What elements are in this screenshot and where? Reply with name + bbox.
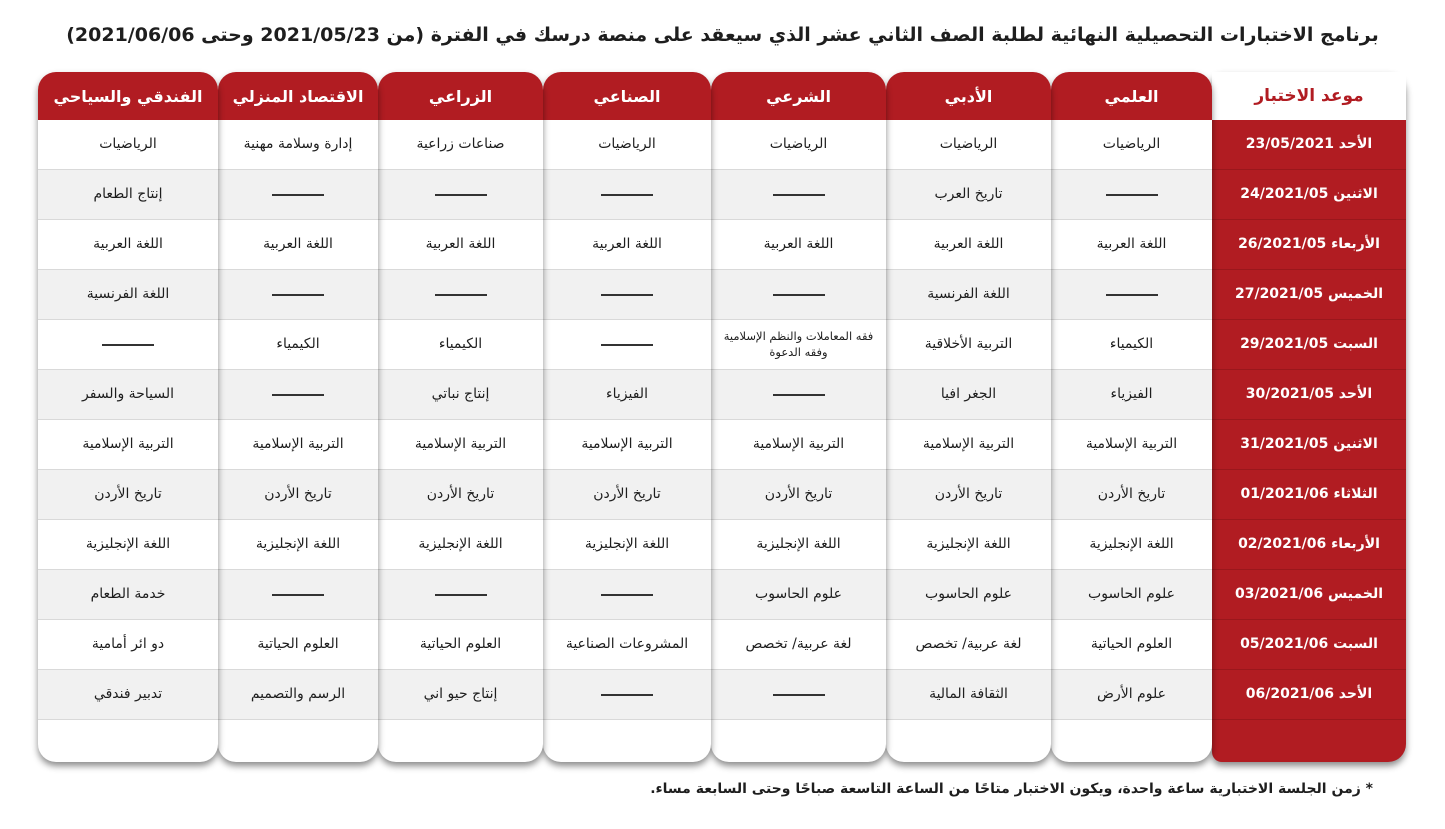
subject-cell: العلوم الحياتية: [378, 620, 543, 670]
subject-cell: إنتاج حيو اني: [378, 670, 543, 720]
exam-date-cell: الأحد 30/2021/05: [1212, 370, 1406, 420]
subject-cell: علوم الحاسوب: [886, 570, 1051, 620]
stream-column-industrial: [543, 72, 711, 762]
subject-cell: الفيزياء: [543, 370, 711, 420]
exam-date-cell: الخميس 03/2021/06: [1212, 570, 1406, 620]
subject-cell: صناعات زراعية: [378, 120, 543, 170]
no-exam-cell: [218, 270, 378, 320]
subject-cell: تاريخ الأردن: [886, 470, 1051, 520]
subject-cell: علوم الحاسوب: [711, 570, 886, 620]
subject-cell: اللغة الإنجليزية: [218, 520, 378, 570]
exam-date-cell: السبت 29/2021/05: [1212, 320, 1406, 370]
subject-cell: تاريخ الأردن: [543, 470, 711, 520]
subject-cell: اللغة الإنجليزية: [378, 520, 543, 570]
dash-mark: [272, 394, 324, 396]
stream-header: الشرعي: [711, 72, 886, 120]
subject-cell: اللغة العربية: [1051, 220, 1212, 270]
no-exam-cell: [378, 570, 543, 620]
dash-mark: [1106, 294, 1158, 296]
subject-cell: الفيزياء: [1051, 370, 1212, 420]
subject-cell: إنتاج الطعام: [38, 170, 218, 220]
subject-cell: علوم الأرض: [1051, 670, 1212, 720]
subject-cell: التربية الإسلامية: [886, 420, 1051, 470]
exam-date-cell: الاثنين 24/2021/05: [1212, 170, 1406, 220]
subject-cell: الثقافة المالية: [886, 670, 1051, 720]
dash-mark: [773, 694, 825, 696]
date-column: [1212, 72, 1406, 762]
no-exam-cell: [218, 570, 378, 620]
subject-cell: اللغة الإنجليزية: [1051, 520, 1212, 570]
subject-cell: الرياضيات: [1051, 120, 1212, 170]
dash-mark: [272, 194, 324, 196]
subject-cell: إنتاج نباتي: [378, 370, 543, 420]
subject-cell: الرياضيات: [38, 120, 218, 170]
subject-cell: لغة عربية/ تخصص: [886, 620, 1051, 670]
stream-column-home-economics: [218, 72, 378, 762]
subject-cell: تاريخ الأردن: [1051, 470, 1212, 520]
dash-mark: [435, 294, 487, 296]
subject-cell: الرياضيات: [543, 120, 711, 170]
stream-header: الفندقي والسياحي: [38, 72, 218, 120]
subject-cell: اللغة الفرنسية: [886, 270, 1051, 320]
exam-date-cell: الخميس 27/2021/05: [1212, 270, 1406, 320]
exam-date-cell: الأحد 06/2021/06: [1212, 670, 1406, 720]
dash-mark: [1106, 194, 1158, 196]
subject-cell: اللغة العربية: [218, 220, 378, 270]
subject-cell: الكيمياء: [1051, 320, 1212, 370]
subject-cell: الكيمياء: [218, 320, 378, 370]
subject-cell: اللغة العربية: [543, 220, 711, 270]
subject-cell: اللغة الفرنسية: [38, 270, 218, 320]
subject-cell: تاريخ الأردن: [711, 470, 886, 520]
subject-cell: اللغة العربية: [711, 220, 886, 270]
subject-cell: التربية الإسلامية: [38, 420, 218, 470]
stream-column-sharia: [711, 72, 886, 762]
dash-mark: [102, 344, 154, 346]
subject-cell: الرياضيات: [886, 120, 1051, 170]
dash-mark: [773, 394, 825, 396]
subject-cell: المشروعات الصناعية: [543, 620, 711, 670]
exam-date-cell: الأربعاء 02/2021/06: [1212, 520, 1406, 570]
subject-cell: خدمة الطعام: [38, 570, 218, 620]
dash-mark: [773, 294, 825, 296]
no-exam-cell: [711, 170, 886, 220]
no-exam-cell: [218, 370, 378, 420]
subject-cell: اللغة العربية: [38, 220, 218, 270]
subject-cell: الكيمياء: [378, 320, 543, 370]
date-column-header: موعد الاختبار: [1212, 72, 1406, 120]
exam-date-cell: السبت 05/2021/06: [1212, 620, 1406, 670]
no-exam-cell: [543, 170, 711, 220]
no-exam-cell: [378, 170, 543, 220]
subject-cell: فقه المعاملات والنظم الإسلامية وفقه الدعوة: [711, 320, 886, 370]
subject-cell: اللغة الإنجليزية: [886, 520, 1051, 570]
subject-cell: دو ائر أمامية: [38, 620, 218, 670]
subject-cell: اللغة العربية: [886, 220, 1051, 270]
subject-cell: الرياضيات: [711, 120, 886, 170]
subject-cell: التربية الإسلامية: [711, 420, 886, 470]
subject-cell: التربية الأخلاقية: [886, 320, 1051, 370]
stream-header: العلمي: [1051, 72, 1212, 120]
no-exam-cell: [711, 670, 886, 720]
subject-cell: إدارة وسلامة مهنية: [218, 120, 378, 170]
exam-date-cell: الثلاثاء 01/2021/06: [1212, 470, 1406, 520]
dash-mark: [435, 594, 487, 596]
page-title: برنامج الاختبارات التحصيلية النهائية لطلبة الصف الثاني عشر الذي سيعقد على منصة درسك في الفترة (من 2021/05/23 وحتى 2021/06/06): [66, 24, 1379, 46]
subject-cell: السياحة والسفر: [38, 370, 218, 420]
exam-date-cell: الاثنين 31/2021/05: [1212, 420, 1406, 470]
subject-cell: اللغة الإنجليزية: [543, 520, 711, 570]
subject-cell: لغة عربية/ تخصص: [711, 620, 886, 670]
subject-cell: تاريخ العرب: [886, 170, 1051, 220]
no-exam-cell: [1051, 170, 1212, 220]
no-exam-cell: [711, 370, 886, 420]
stream-column-hospitality-tourism: [38, 72, 218, 762]
exam-schedule-table: [34, 72, 1406, 762]
dash-mark: [601, 344, 653, 346]
dash-mark: [773, 194, 825, 196]
subject-cell: التربية الإسلامية: [1051, 420, 1212, 470]
dash-mark: [435, 194, 487, 196]
subject-cell: التربية الإسلامية: [378, 420, 543, 470]
stream-column-agricultural: [378, 72, 543, 762]
subject-cell: العلوم الحياتية: [1051, 620, 1212, 670]
stream-column-scientific: [1051, 72, 1212, 762]
no-exam-cell: [543, 320, 711, 370]
no-exam-cell: [378, 270, 543, 320]
stream-column-literary: [886, 72, 1051, 762]
no-exam-cell: [543, 570, 711, 620]
subject-cell: العلوم الحياتية: [218, 620, 378, 670]
stream-header: الأدبي: [886, 72, 1051, 120]
subject-cell: اللغة الإنجليزية: [711, 520, 886, 570]
dash-mark: [601, 694, 653, 696]
subject-cell: اللغة الإنجليزية: [38, 520, 218, 570]
subject-cell: علوم الحاسوب: [1051, 570, 1212, 620]
dash-mark: [601, 194, 653, 196]
stream-header: الصناعي: [543, 72, 711, 120]
exam-date-cell: الأحد 23/05/2021: [1212, 120, 1406, 170]
dash-mark: [272, 594, 324, 596]
subject-cell: الرسم والتصميم: [218, 670, 378, 720]
footnote: * زمن الجلسة الاختبارية ساعة واحدة، ويكون الاختبار متاحًا من الساعة التاسعة صباحًا وحتى السابعة مساء.: [650, 781, 1373, 797]
stream-header: الزراعي: [378, 72, 543, 120]
subject-cell: تاريخ الأردن: [38, 470, 218, 520]
dash-mark: [272, 294, 324, 296]
dash-mark: [601, 594, 653, 596]
stream-header: الاقتصاد المنزلي: [218, 72, 378, 120]
no-exam-cell: [218, 170, 378, 220]
no-exam-cell: [1051, 270, 1212, 320]
subject-cell: التربية الإسلامية: [543, 420, 711, 470]
exam-date-cell: الأربعاء 26/2021/05: [1212, 220, 1406, 270]
dash-mark: [601, 294, 653, 296]
subject-cell: الجغر افيا: [886, 370, 1051, 420]
no-exam-cell: [711, 270, 886, 320]
subject-cell: تاريخ الأردن: [218, 470, 378, 520]
no-exam-cell: [543, 670, 711, 720]
subject-cell: تدبير فندقي: [38, 670, 218, 720]
no-exam-cell: [38, 320, 218, 370]
no-exam-cell: [543, 270, 711, 320]
subject-cell: التربية الإسلامية: [218, 420, 378, 470]
subject-cell: تاريخ الأردن: [378, 470, 543, 520]
subject-cell: اللغة العربية: [378, 220, 543, 270]
